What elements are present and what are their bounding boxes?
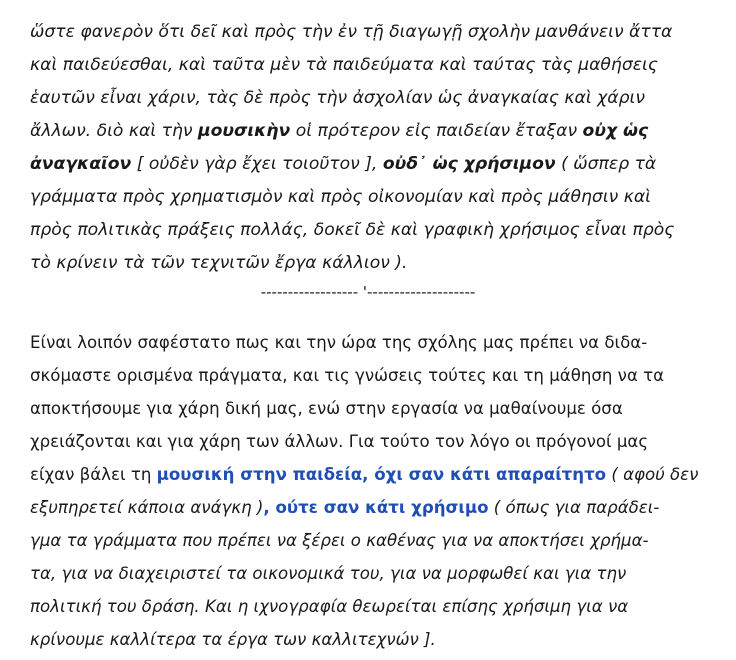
modern-line-2: σκόμαστε ορισμένα πράγματα, και τις γνώσεις τούτες και τη μάθηση να τα — [30, 366, 665, 385]
greek-line-4-text-a: ἄλλων. διὸ καὶ τὴν — [30, 121, 198, 141]
greek-bold-anankaion: ἀναγκαῖον — [30, 154, 132, 174]
modern-line-8: τα, για να διαχειριστεί τα οικονομικά του, για να μορφωθεί και για την — [30, 564, 627, 583]
modern-line-6 — [30, 491, 720, 524]
modern-line-6-text-d: ( όπως για παράδει- — [488, 498, 660, 517]
greek-line-5-text-d: ( ὥσπερ τὰ — [555, 154, 657, 174]
greek-line-5 — [30, 148, 720, 181]
modern-line-5-text-a: είχαν βάλει τη — [30, 465, 157, 484]
modern-line-5 — [30, 458, 720, 491]
modern-line-7: γμα τα γράμματα που πρέπει να ξέρει ο καθένας για να αποκτήσει χρήμα- — [30, 531, 649, 550]
greek-bold-ouch-os: οὐχ ὡς — [582, 121, 649, 141]
modern-greek-translation — [30, 326, 720, 656]
modern-line-1: Είναι λοιπόν σαφέστατο πως και την ώρα της σχόλης μας πρέπει να διδα- — [30, 333, 648, 352]
greek-line-8: τὸ κρίνειν τὰ τῶν τεχνιτῶν ἔργα κάλλιον ). — [30, 253, 408, 273]
greek-line-3: ἑαυτῶν εἶναι χάριν, τὰς δὲ πρὸς τὴν ἀσχολίαν ὡς ἀναγκαίας καὶ χάριν — [30, 88, 645, 108]
greek-line-4 — [30, 115, 720, 148]
modern-line-3: αποκτήσουμε για χάρη δική μας, ενώ στην εργασία να μαθαίνουμε όσα — [30, 399, 623, 418]
modern-line-6-text-a: εξυπηρετεί κάποια ανάγκη ) — [30, 498, 264, 517]
greek-line-4-text-c: οἱ πρότερον εἰς παιδείαν ἔταξαν — [290, 121, 583, 141]
modern-highlight-not-useful: ούτε σαν κάτι χρήσιμο — [275, 498, 489, 517]
modern-line-4: χρειάζονται και για χάρη των άλλων. Για τούτο τον λόγο οι πρόγονοί μας — [30, 432, 649, 451]
greek-line-5-text-b: [ οὐδὲν γὰρ ἔχει τοιοῦτον ], — [131, 154, 383, 174]
greek-bold-mousikin: μουσικὴν — [197, 121, 291, 141]
greek-line-2: καὶ παιδεύεσθαι, καὶ ταῦτα μὲν τὰ παιδεύματα καὶ ταύτας τὰς μαθήσεις — [30, 55, 658, 75]
modern-line-6-comma: , — [263, 498, 276, 517]
greek-line-6: γράμματα πρὸς χρηματισμὸν καὶ πρὸς οἰκονομίαν καὶ πρὸς μάθησιν καὶ — [30, 187, 651, 207]
modern-line-10: κρίνουμε καλλίτερα τα έργα των καλλιτεχνών ]. — [30, 630, 436, 649]
greek-line-7: πρὸς πολιτικὰς πράξεις πολλάς, δοκεῖ δὲ καὶ γραφικὴ χρήσιμος εἶναι πρὸς — [30, 220, 675, 240]
greek-line-1: ὥστε φανερὸν ὅτι δεῖ καὶ πρὸς τὴν ἐν τῇ διαγωγῇ σχολὴν μανθάνειν ἄττα — [30, 22, 673, 42]
section-separator: ------------------ '-------------------- — [260, 283, 476, 301]
greek-bold-oud-os-chrisimon: οὐδ᾽ ὡς χρήσιμον — [382, 154, 556, 174]
modern-line-5-text-c: ( αφού δεν — [606, 465, 699, 484]
ancient-greek-paragraph — [30, 16, 720, 280]
modern-highlight-music-in-education: μουσική στην παιδεία, όχι σαν κάτι απαραίτητο — [156, 465, 607, 484]
modern-line-9: πολιτική του δράση. Και η ιχνογραφία θεωρείται επίσης χρήσιμη για να — [30, 597, 629, 616]
